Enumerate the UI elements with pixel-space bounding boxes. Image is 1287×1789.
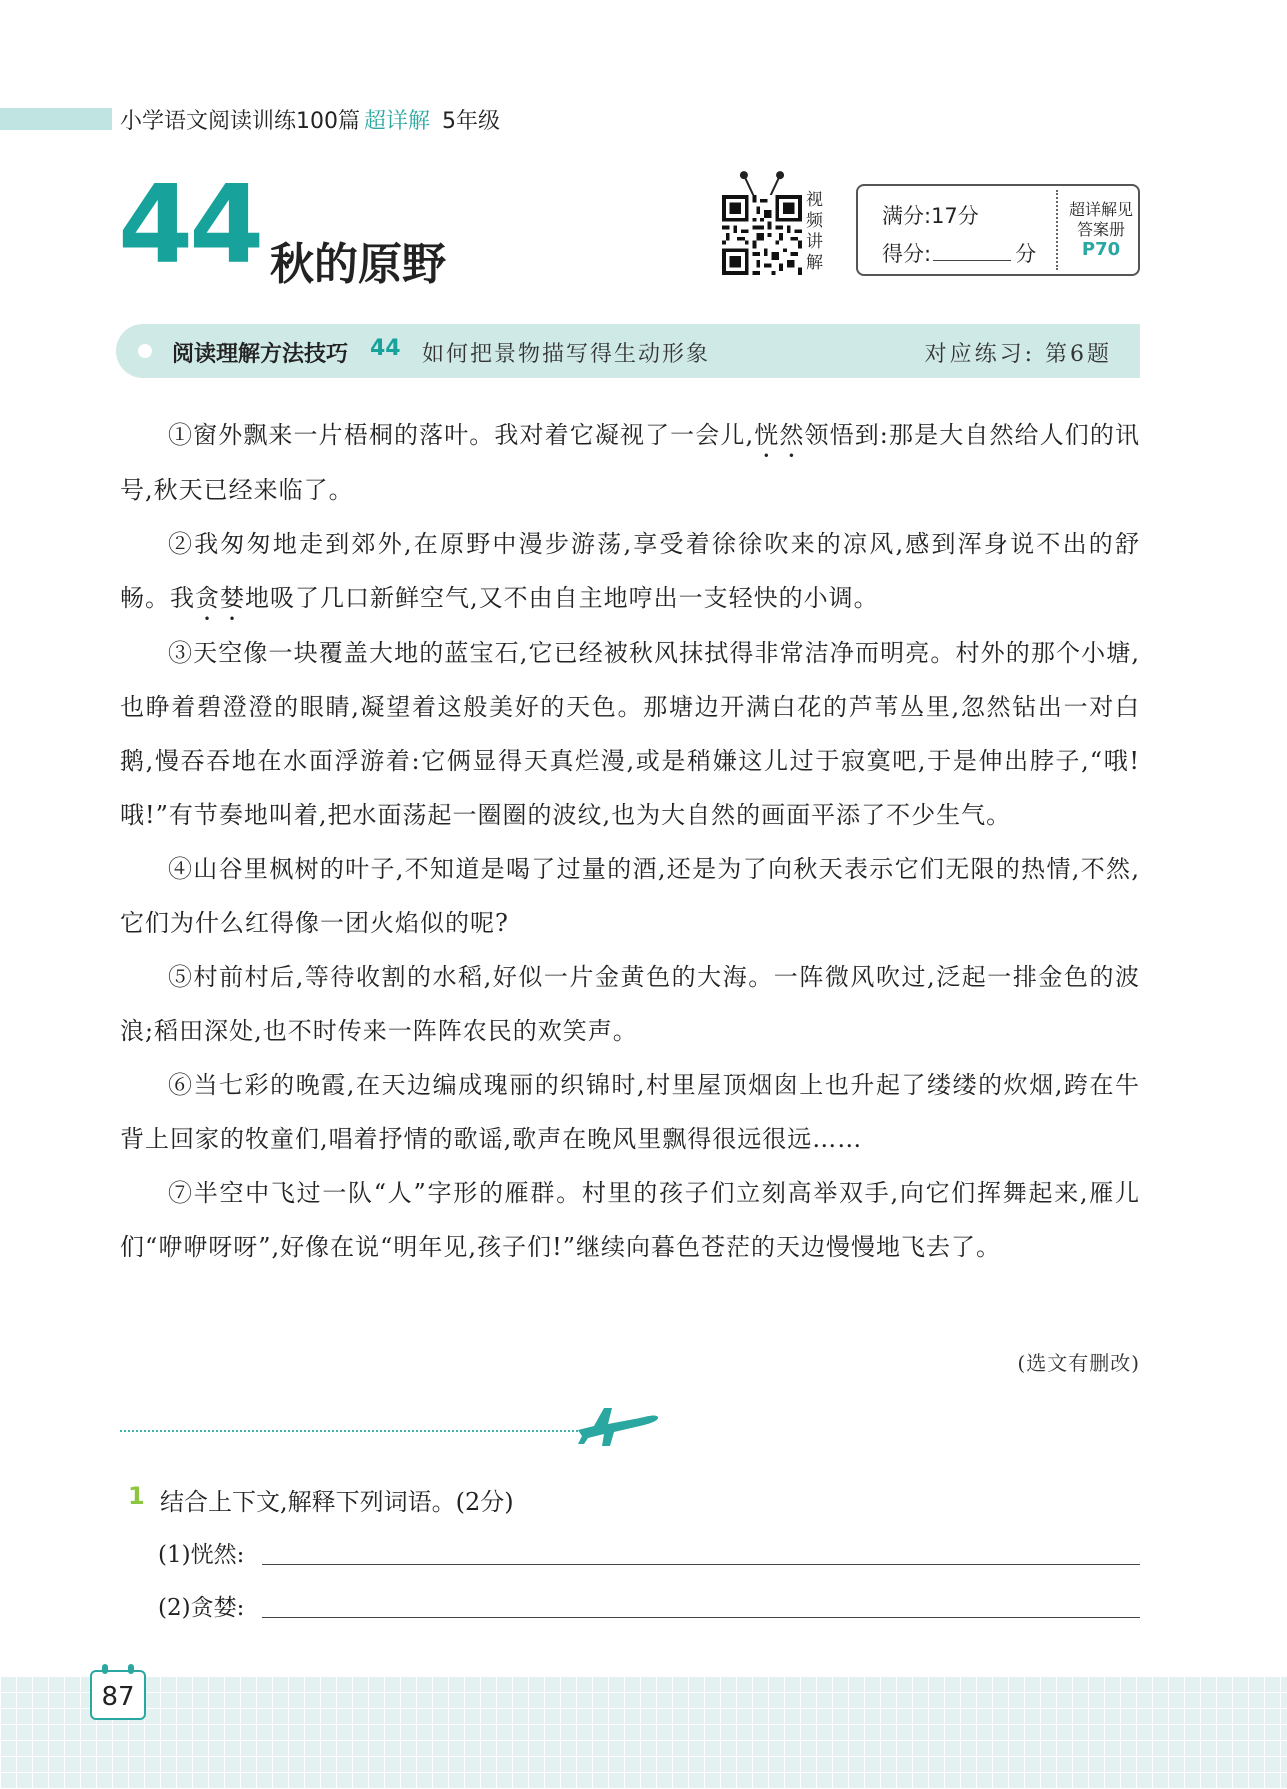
qr-antenna-icon bbox=[743, 176, 754, 197]
footer-grid bbox=[0, 1676, 1287, 1789]
section-divider bbox=[120, 1430, 590, 1432]
paragraph-2 bbox=[120, 517, 1140, 626]
qr-video-label bbox=[806, 190, 828, 274]
lesson-number: 44 bbox=[118, 163, 261, 288]
emphasized-word: 贪婪 bbox=[195, 584, 245, 612]
answer-ref-line1: 超详解见 bbox=[1068, 200, 1133, 219]
qr-label-char: 频 bbox=[806, 211, 823, 231]
score-get-unit: 分 bbox=[1015, 242, 1037, 266]
score-get-label: 得分: bbox=[882, 242, 932, 266]
qr-antenna-icon bbox=[769, 176, 780, 197]
qr-code[interactable] bbox=[722, 175, 804, 275]
qr-label-char: 解 bbox=[806, 253, 823, 273]
question-item-1: (1)恍然: bbox=[158, 1542, 245, 1568]
score-get bbox=[882, 238, 1036, 268]
method-number: 44 bbox=[370, 336, 401, 361]
paragraph-4: ④山谷里枫树的叶子,不知道是喝了过量的酒,还是为了向秋天表示它们无限的热情,不然,它们为什么红得像一团火焰似的呢? bbox=[120, 855, 1140, 937]
method-label: 阅读理解方法技巧 bbox=[172, 342, 349, 367]
paragraph-text: ①窗外飘来一片梧桐的落叶。我对着它凝视了一会儿, bbox=[168, 421, 755, 449]
paragraph-5: ⑤村前村后,等待收割的水稻,好似一片金黄色的大海。一阵微风吹过,泛起一排金色的波浪;稻田深处,也不时传来一阵阵农民的欢笑声。 bbox=[120, 963, 1140, 1045]
header-color-band bbox=[0, 108, 112, 130]
book-title bbox=[120, 104, 500, 135]
score-full: 满分:17分 bbox=[882, 204, 979, 228]
paragraph-1 bbox=[120, 408, 1140, 517]
question-text: 结合上下文,解释下列词语。(2分) bbox=[160, 1488, 514, 1516]
book-grade: 5年级 bbox=[442, 109, 501, 134]
score-box bbox=[856, 184, 1140, 276]
paragraph-text: 领悟到:那是大自然给人们的讯号,秋天已经来临了。 bbox=[120, 421, 1140, 504]
score-divider bbox=[1056, 190, 1058, 270]
paragraph-3: ③天空像一块覆盖大地的蓝宝石,它已经被秋风抹拭得非常洁净而明亮。村外的那个小塘,也睁着碧澄澄的眼睛,凝望着这般美好的天色。那塘边开满白花的芦苇丛里,忽然钻出一对白鹅,慢吞吞地在水面浮游着:它俩显得天真烂漫,或是稍嫌这儿过于寂寞吧,于是伸出脖子,“哦!哦!”有节奏地叫着,把水面荡起一圈圈的波纹,也为大自然的画面平添了不少生气。 bbox=[120, 639, 1140, 829]
method-bar bbox=[116, 324, 1140, 378]
answer-ref-line2: 答案册 bbox=[1076, 220, 1125, 239]
qr-label-char: 视 bbox=[806, 190, 823, 210]
qr-code-icon bbox=[722, 195, 802, 275]
book-title-accent: 超详解 bbox=[364, 109, 431, 134]
method-description: 如何把景物描写得生动形象 bbox=[422, 342, 711, 367]
source-note: (选文有删改) bbox=[1017, 1351, 1140, 1375]
answer-page: P70 bbox=[1081, 239, 1121, 260]
question-number: 1 bbox=[128, 1482, 145, 1510]
score-input-blank[interactable] bbox=[933, 243, 1011, 261]
answer-reference bbox=[1062, 200, 1140, 260]
bullet-icon bbox=[138, 344, 152, 358]
emphasized-word: 恍然 bbox=[754, 421, 805, 449]
answer-line-2[interactable] bbox=[262, 1617, 1140, 1618]
answer-line-1[interactable] bbox=[262, 1564, 1140, 1565]
question-item-2: (2)贪婪: bbox=[158, 1595, 245, 1621]
page-number: 87 bbox=[101, 1682, 135, 1712]
lesson-title: 秋的原野 bbox=[270, 239, 446, 290]
page-number-box bbox=[90, 1670, 146, 1720]
passage bbox=[120, 408, 1140, 1274]
airplane-icon bbox=[574, 1400, 660, 1450]
method-practice-ref: 对应练习: 第6题 bbox=[924, 342, 1112, 367]
paragraph-text: ②我匆匆地走到郊外,在原野中漫步游荡,享受着徐徐吹来的凉风,感到浑身说不出的舒畅。我 bbox=[120, 530, 1140, 612]
paragraph-6: ⑥当七彩的晚霞,在天边编成瑰丽的织锦时,村里屋顶烟囱上也升起了缕缕的炊烟,跨在牛背上回家的牧童们,唱着抒情的歌谣,歌声在晚风里飘得很远很远…… bbox=[120, 1071, 1140, 1153]
book-title-text: 小学语文阅读训练100篇 bbox=[120, 109, 360, 134]
paragraph-text: 地吸了几口新鲜空气,又不由自主地哼出一支轻快的小调。 bbox=[245, 584, 879, 612]
paragraph-7: ⑦半空中飞过一队“人”字形的雁群。村里的孩子们立刻高举双手,向它们挥舞起来,雁儿们“咿咿呀呀”,好像在说“明年见,孩子们!”继续向暮色苍茫的天边慢慢地飞去了。 bbox=[120, 1179, 1140, 1261]
qr-label-char: 讲 bbox=[806, 232, 823, 252]
